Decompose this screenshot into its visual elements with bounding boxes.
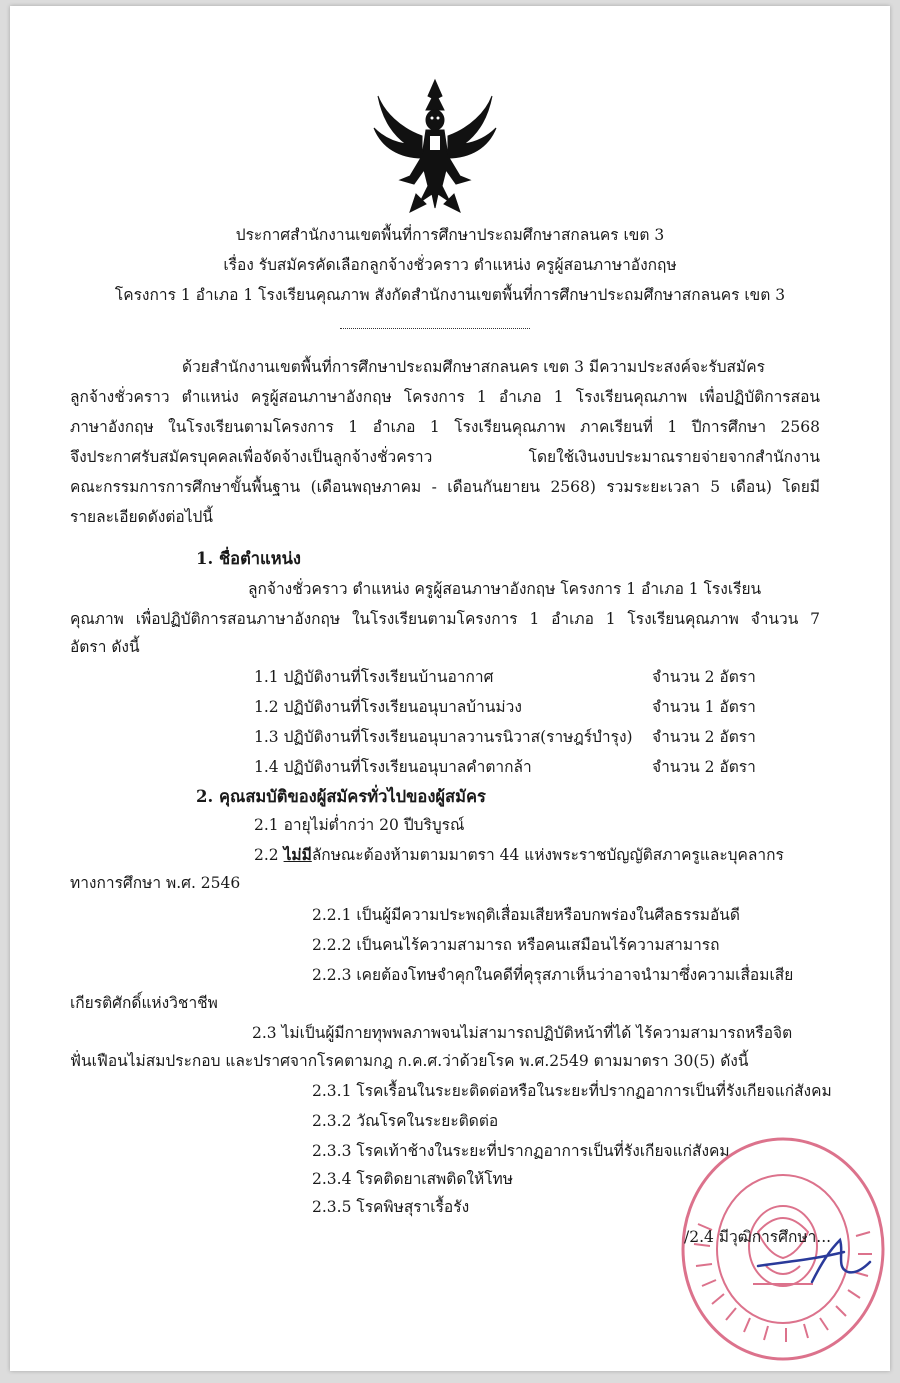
list-item-qty: จำนวน 1 อัตรา (652, 698, 756, 716)
item-2-3-4: 2.3.4 โรคติดยาเสพติดให้โทษ (312, 1170, 513, 1188)
item-2-2-2: 2.2.2 เป็นคนไร้ความสามารถ หรือคนเสมือนไร้ความสามารถ (312, 936, 720, 954)
item-2-2-3-cont: เกียรติศักดิ์แห่งวิชาชีพ (70, 994, 218, 1012)
section2-title: 2. คุณสมบัติของผู้สมัครทั่วไปของผู้สมัคร (196, 787, 486, 806)
list-item-label: 1.4 ปฏิบัติงานที่โรงเรียนอนุบาลคำตากล้า (254, 758, 532, 776)
intro-line-6: รายละเอียดดังต่อไปนี้ (70, 508, 213, 526)
intro-line-1: ด้วยสำนักงานเขตพื้นที่การศึกษาประถมศึกษาสกลนคร เขต 3 มีความประสงค์จะรับสมัคร (182, 358, 765, 376)
intro-line-2: ลูกจ้างชั่วคราว ตำแหน่ง ครูผู้สอนภาษาอังกฤษ โครงการ 1 อำเภอ 1 โรงเรียนคุณภาพ เพื่อปฏิบัติการสอน (70, 388, 820, 406)
intro-line-3: ภาษาอังกฤษ ในโรงเรียนตามโครงการ 1 อำเภอ 1 โรงเรียนคุณภาพ ภาคเรียนที่ 1 ปีการศึกษา 2568 (70, 418, 820, 436)
item-2-3: 2.3 ไม่เป็นผู้มีกายทุพพลภาพจนไม่สามารถปฏิบัติหน้าที่ได้ ไร้ความสามารถหรือจิต (252, 1024, 793, 1042)
item-2-3-1: 2.3.1 โรคเรื้อนในระยะติดต่อหรือในระยะที่ปรากฏอาการเป็นที่รังเกียจแก่สังคม (312, 1082, 832, 1100)
intro-line-5: คณะกรรมการการศึกษาขั้นพื้นฐาน (เดือนพฤษภาคม - เดือนกันยายน 2568) รวมระยะเวลา 5 เดือน) โดยมี (70, 478, 820, 496)
item-2-3-3: 2.3.3 โรคเท้าช้างในระยะที่ปรากฏอาการเป็นที่รังเกียจแก่สังคม (312, 1142, 730, 1160)
item-2-3-2: 2.3.2 วัณโรคในระยะติดต่อ (312, 1112, 499, 1130)
header-divider (340, 328, 530, 329)
item-2-2-text: ลักษณะต้องห้ามตามมาตรา 44 แห่งพระราชบัญญัติสภาครูและบุคลากร (311, 846, 784, 864)
item-2-2-emphasis: ไม่มี (283, 845, 312, 864)
section1-line-1: ลูกจ้างชั่วคราว ตำแหน่ง ครูผู้สอนภาษาอังกฤษ โครงการ 1 อำเภอ 1 โรงเรียน (248, 580, 762, 598)
list-item-qty: จำนวน 2 อัตรา (652, 758, 756, 776)
announcement-project: โครงการ 1 อำเภอ 1 โรงเรียนคุณภาพ สังกัดสำนักงานเขตพื้นที่การศึกษาประถมศึกษาสกลนคร เขต 3 (114, 286, 786, 304)
list-item-label: 1.3 ปฏิบัติงานที่โรงเรียนอนุบาลวานรนิวาส(ราษฎร์บำรุง) (254, 728, 633, 746)
list-item-qty: จำนวน 2 อัตรา (652, 728, 756, 746)
section1-line-2: คุณภาพ เพื่อปฏิบัติการสอนภาษาอังกฤษ ในโรงเรียนตามโครงการ 1 อำเภอ 1 โรงเรียนคุณภาพ จำนวน 7 (70, 610, 820, 628)
item-2-3-cont: ฟั่นเฟือนไม่สมประกอบ และปราศจากโรคตามกฎ ก.ค.ศ.ว่าด้วยโรค พ.ศ.2549 ตามมาตรา 30(5) ดังนี้ (70, 1052, 749, 1070)
signature-mark (752, 1222, 882, 1292)
document-page (10, 6, 890, 1371)
item-2-2-3: 2.2.3 เคยต้องโทษจำคุกในคดีที่คุรุสภาเห็นว่าอาจนำมาซึ่งความเสื่อมเสีย (312, 966, 794, 984)
list-item-label: 1.2 ปฏิบัติงานที่โรงเรียนอนุบาลบ้านม่วง (254, 698, 522, 716)
item-2-1: 2.1 อายุไม่ต่ำกว่า 20 ปีบริบูรณ์ (254, 816, 465, 834)
list-item-label: 1.1 ปฏิบัติงานที่โรงเรียนบ้านอากาศ (254, 668, 494, 686)
section1-line-3: อัตรา ดังนี้ (70, 638, 140, 656)
item-2-2 (254, 844, 784, 866)
announcement-subject: เรื่อง รับสมัครคัดเลือกลูกจ้างชั่วคราว ตำแหน่ง ครูผู้สอนภาษาอังกฤษ (223, 256, 677, 274)
item-2-3-5: 2.3.5 โรคพิษสุราเรื้อรัง (312, 1198, 470, 1216)
item-2-2-number: 2.2 (254, 846, 284, 864)
item-2-2-cont: ทางการศึกษา พ.ศ. 2546 (70, 874, 241, 892)
section1-title: 1. ชื่อตำแหน่ง (196, 549, 301, 568)
garuda-emblem-icon (370, 76, 500, 216)
list-item-qty: จำนวน 2 อัตรา (652, 668, 756, 686)
item-2-2-1: 2.2.1 เป็นผู้มีความประพฤติเสื่อมเสียหรือบกพร่องในศีลธรรมอันดี (312, 906, 740, 924)
announcement-title: ประกาศสำนักงานเขตพื้นที่การศึกษาประถมศึกษาสกลนคร เขต 3 (235, 226, 665, 244)
continuation-note: /2.4 มีวุฒิการศึกษา... (684, 1228, 832, 1246)
intro-line-4: จึงประกาศรับสมัครบุคคลเพื่อจัดจ้างเป็นลูกจ้างชั่วคราว โดยใช้เงินงบประมาณรายจ่ายจากสำนักงาน (70, 448, 820, 466)
